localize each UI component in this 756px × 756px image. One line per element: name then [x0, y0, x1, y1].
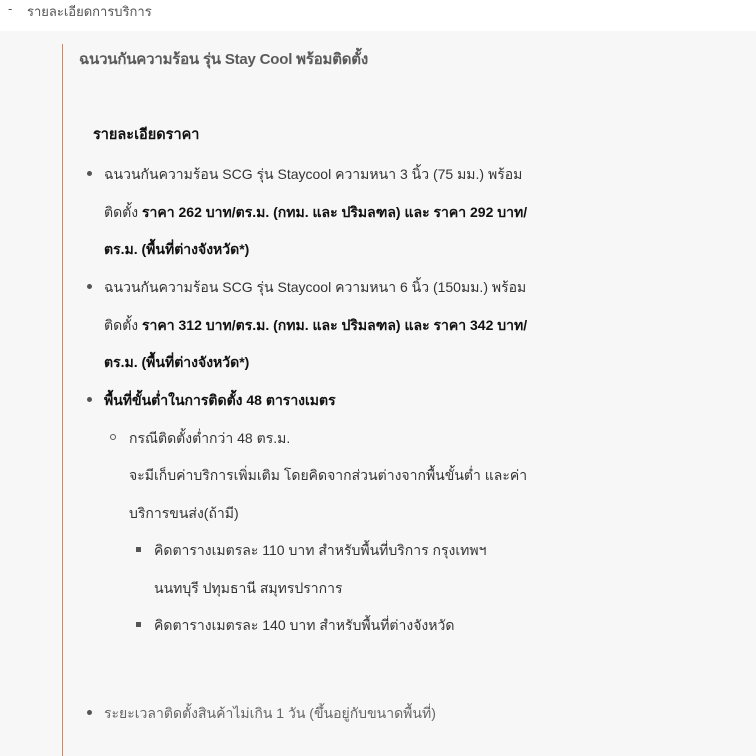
- square-bullet-icon: [136, 622, 141, 627]
- details-content: [62, 44, 756, 756]
- section-header-label: รายละเอียดการบริการ: [27, 4, 152, 19]
- item2-line2-prefix: ติดตั้ง: [104, 317, 143, 333]
- rate-bangkok-line1: คิดตารางเมตรละ 110 บาท สำหรับพื้นที่บริการ กรุงเทพฯ: [154, 542, 487, 558]
- installation-time: ระยะเวลาติดตั้งสินค้าไม่เกิน 1 วัน (ขึ้นอยู่กับขนาดพื้นที่): [104, 705, 436, 721]
- bullet-icon: [87, 710, 92, 715]
- bullet-icon: [87, 171, 92, 176]
- item1-line2-prefix: ติดตั้ง: [104, 204, 143, 220]
- item1-line2: [104, 202, 527, 224]
- minimum-area-label: พื้นที่ขั้นต่ำในการติดตั้ง 48 ตารางเมตร: [104, 392, 336, 408]
- rate-bangkok-line2: นนทบุรี ปทุมธานี สมุทรปราการ: [154, 580, 343, 596]
- rate-provincial: คิดตารางเมตรละ 140 บาท สำหรับพื้นที่ต่างจังหวัด: [154, 617, 455, 633]
- bullet-icon: [87, 284, 92, 289]
- collapse-dash-icon: -: [8, 1, 13, 16]
- product-title: ฉนวนกันความร้อน รุ่น Stay Cool พร้อมติดตั้ง: [79, 51, 368, 68]
- under-minimum-label: กรณีติดตั้งต่ำกว่า 48 ตร.ม.: [129, 430, 291, 446]
- square-bullet-icon: [136, 547, 141, 552]
- item1-line3: ตร.ม. (พื้นที่ต่างจังหวัด*): [104, 241, 250, 257]
- item1-price-text: ราคา 262 บาท/ตร.ม. (กทม. และ ปริมลฑล) และ ราคา 292 บาท/: [142, 204, 528, 220]
- item2-price-text: ราคา 312 บาท/ตร.ม. (กทม. และ ปริมลฑล) และ ราคา 342 บาท/: [142, 317, 528, 333]
- item2-line2: [104, 315, 527, 337]
- section-header[interactable]: [0, 0, 756, 28]
- extra-charge-line2: บริการขนส่ง(ถ้ามี): [129, 505, 239, 521]
- circle-bullet-icon: [110, 434, 116, 440]
- item2-line3: ตร.ม. (พื้นที่ต่างจังหวัด*): [104, 354, 250, 370]
- item2-line1: ฉนวนกันความร้อน SCG รุ่น Staycool ความหนา 6 นิ้ว (150มม.) พร้อม: [104, 279, 527, 295]
- bullet-icon: [87, 397, 92, 402]
- price-details-heading: รายละเอียดราคา: [93, 127, 200, 143]
- item1-line1: ฉนวนกันความร้อน SCG รุ่น Staycool ความหนา 3 นิ้ว (75 มม.) พร้อม: [104, 166, 523, 182]
- extra-charge-line1: จะมีเก็บค่าบริการเพิ่มเติม โดยคิดจากส่วนต่างจากพื้นขั้นต่ำ และค่า: [129, 467, 528, 483]
